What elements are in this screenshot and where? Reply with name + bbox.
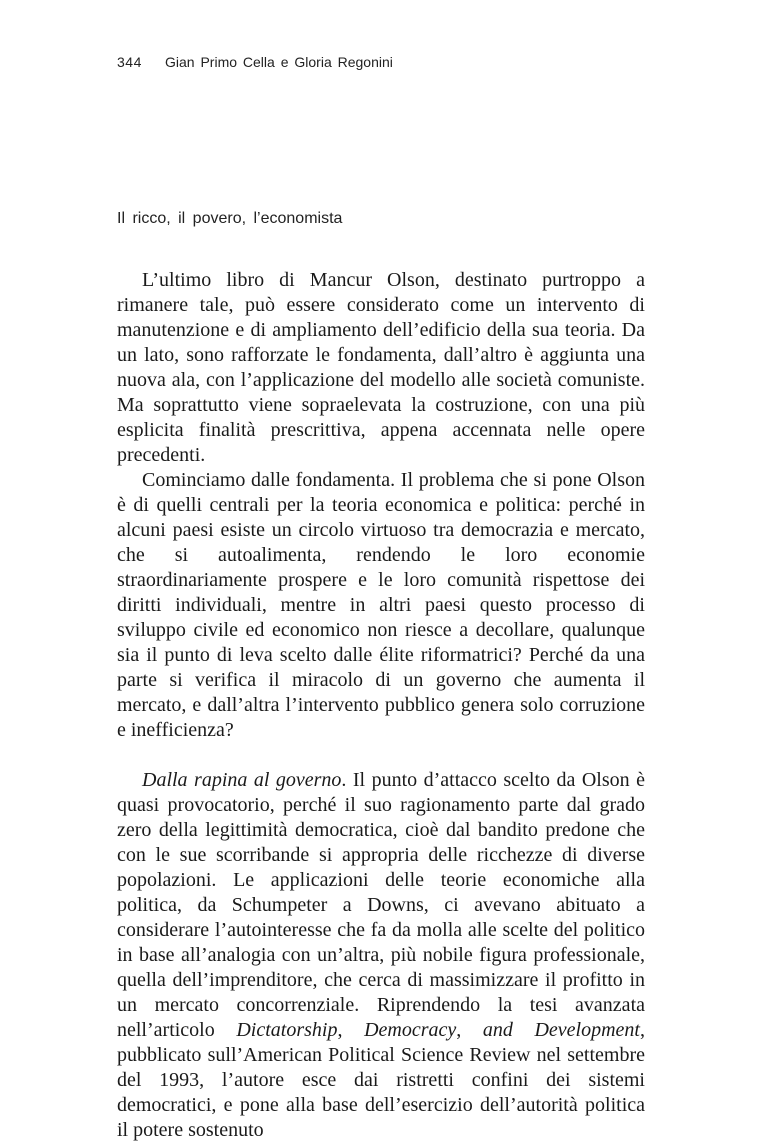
paragraph-intro: L’ultimo libro di Mancur Olson, destinato purtroppo a rimanere tale, può essere considerato come un intervento di manutenzione e di ampliamento dell’edificio della sua teoria. Da un lato, sono rafforzate le fondamenta, dall’altro è aggiunta una nuova ala, con l’applicazione del modello alle società comuniste. Ma soprattutto viene sopraelevata la costruzione, con una più esplicita finalità prescrittiva, appena accennata nelle opere precedenti.	[117, 269, 645, 466]
paragraph-foundations: Cominciamo dalle fondamenta. Il problema che si pone Olson è di quelli centrali per la teoria economica e politica: perché in alcuni paesi esiste un circolo virtuoso tra democrazia e mercato, che si autoalimenta, rendendo le loro economie straordinariamente prospere e le loro comunità rispettose dei diritti individuali, mentre in altri paesi questo processo di sviluppo civile ed economico non riesce a decollare, qualunque sia il punto di leva scelto dalle élite riformatrici? Perché da una parte si verifica il miracolo di un governo che aumenta il mercato, e dall’altra l’intervento pubblico genera solo corruzione e inefficienza?	[117, 469, 645, 741]
paragraph-text-after-article: , pubblicato sull’American Political Science Review nel settembre del 1993, l’autore esce dai ristretti confini dei sistemi democratici, e pone alla base dell’esercizio dell’autorità politica il potere sostenuto	[117, 1019, 645, 1141]
running-head	[117, 54, 393, 70]
paragraph-rapina	[117, 768, 645, 1143]
paragraph-text-before-article: . Il punto d’attacco scelto da Olson è quasi provocatorio, perché il suo ragionamento parte dal grado zero della legittimità democratica, cioè dal bandito predone che con le sue scorribande si appropria delle ricchezze di diverse popolazioni. Le applicazioni delle teorie economiche alla politica, da Schumpeter a Downs, ci avevano abituato a considerare l’autointeresse che fa da molla alle scelte del politico in base all’analogia con un’altra, più nobile figura professionale, quella dell’imprenditore, che cerca di massimizzare il profitto in un mercato concorrenziale. Riprendendo la tesi avanzata nell’articolo	[117, 769, 645, 1041]
article-title-part-3: and Development	[482, 1019, 640, 1041]
paragraph-lead-italic: Dalla rapina al governo	[142, 769, 342, 791]
article-title-part-1: Dictatorship	[236, 1019, 338, 1041]
section-heading: Il ricco, il povero, l’economista	[117, 210, 343, 227]
article-title-separator-2: ,	[456, 1019, 483, 1041]
article-title-part-2: Democracy	[364, 1019, 457, 1041]
article-title-separator-1: ,	[337, 1019, 365, 1041]
page-number: 344	[117, 54, 142, 70]
running-head-authors: Gian Primo Cella e Gloria Regonini	[165, 54, 393, 70]
body-text	[117, 268, 645, 1143]
